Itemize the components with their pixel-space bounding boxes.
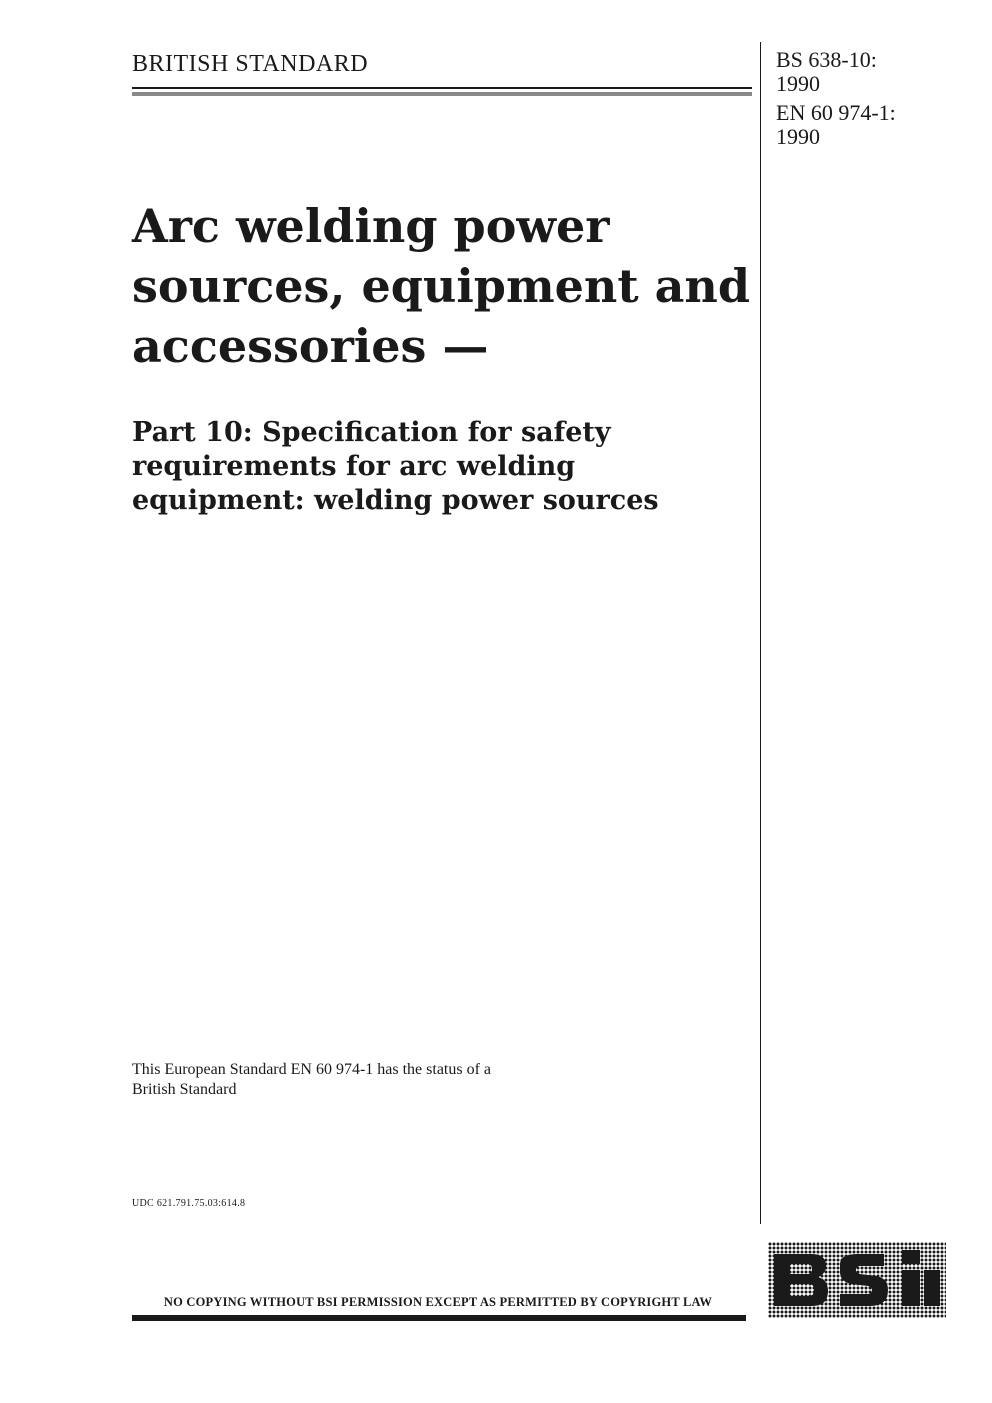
status-note-line: British Standard bbox=[132, 1081, 237, 1098]
title-line: Arc welding power bbox=[132, 199, 610, 253]
standard-year-en: 1990 bbox=[776, 124, 820, 149]
column-divider bbox=[760, 42, 761, 1224]
subtitle-line: requirements for arc welding bbox=[132, 451, 576, 482]
status-note-line: This European Standard EN 60 974-1 has the status of a bbox=[132, 1061, 492, 1078]
bsi-logo bbox=[768, 1242, 946, 1318]
publisher-label: BRITISH STANDARD bbox=[132, 51, 369, 77]
document-subtitle bbox=[132, 416, 757, 518]
header-rule-thick bbox=[132, 92, 752, 96]
subtitle-line: equipment: welding power sources bbox=[132, 485, 659, 516]
standard-number-en: EN 60 974-1: bbox=[776, 100, 896, 125]
document-title bbox=[132, 196, 757, 376]
footer-rule bbox=[132, 1315, 746, 1321]
status-note bbox=[132, 1060, 491, 1100]
copyright-notice: NO COPYING WITHOUT BSI PERMISSION EXCEPT AS PERMITTED BY COPYRIGHT LAW bbox=[163, 1295, 713, 1309]
subtitle-line: Part 10: Specification for safety bbox=[132, 417, 611, 448]
udc-code: UDC 621.791.75.03:614.8 bbox=[132, 1198, 246, 1209]
standard-year-bs: 1990 bbox=[776, 71, 820, 96]
title-line: accessories — bbox=[132, 319, 489, 373]
title-line: sources, equipment and bbox=[132, 259, 751, 313]
header-rule-thin bbox=[132, 87, 752, 89]
standard-number-bs: BS 638-10: bbox=[776, 47, 877, 72]
